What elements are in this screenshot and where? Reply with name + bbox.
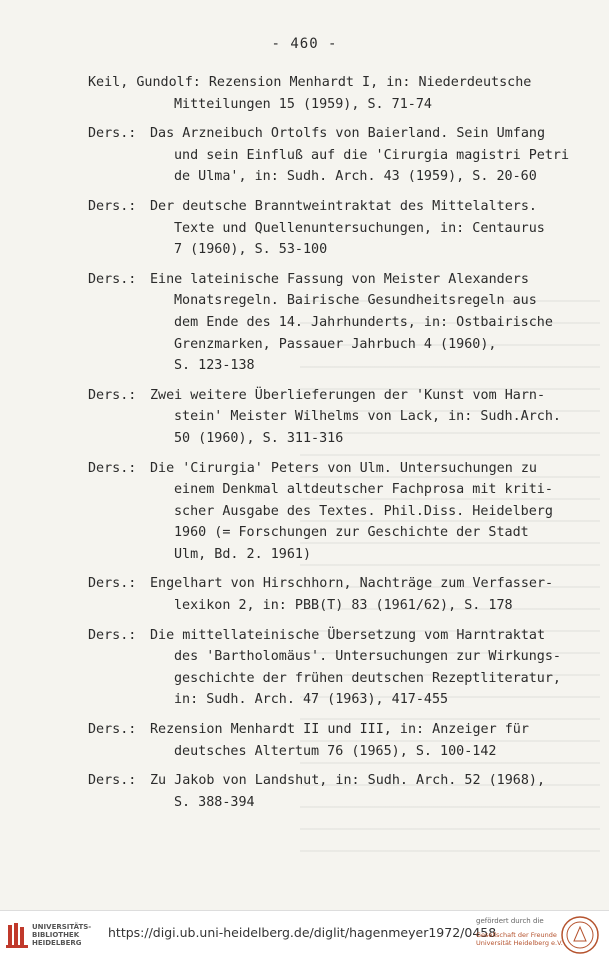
viewer-footer	[0, 910, 609, 958]
page-number: - 460 -	[271, 36, 338, 52]
bibliography-entry	[88, 573, 578, 616]
entry-line: Ulm, Bd. 2. 1961)	[174, 546, 312, 562]
entry-line	[88, 458, 578, 480]
entry-line	[88, 719, 578, 741]
entry-line	[88, 72, 578, 94]
entry-line: 1960 (= Forschungen zur Geschichte der Stadt	[174, 525, 529, 541]
entry-text: Engelhart von Hirschhorn, Nachträge zum Verfasser-	[150, 576, 554, 592]
entry-author: Ders.:	[88, 627, 137, 643]
entry-text: Die 'Cirurgia' Peters von Ulm. Untersuchungen zu	[150, 460, 537, 476]
entry-line: einem Denkmal altdeutscher Fachprosa mit kriti-	[174, 482, 553, 498]
bibliography-entry	[88, 72, 578, 115]
entry-author: Ders.:	[88, 460, 137, 476]
bibliography-entry	[88, 770, 578, 813]
entry-author: Ders.:	[88, 271, 137, 287]
permalink-url[interactable]: https://digi.ub.uni-heidelberg.de/diglit/hagenmeyer1972/0458	[108, 925, 497, 940]
entry-text: Zu Jakob von Landshut, in: Sudh. Arch. 52 (1968),	[150, 773, 546, 789]
entry-author: Ders.:	[88, 576, 137, 592]
entry-line: 50 (1960), S. 311-316	[174, 430, 344, 446]
entry-line: und sein Einfluß auf die 'Cirurgia magistri Petri	[174, 147, 570, 163]
entry-text: Die mittellateinische Übersetzung vom Harntraktat	[150, 627, 546, 643]
library-name: UNIVERSITÄTS- BIBLIOTHEK HEIDELBERG	[32, 923, 92, 947]
bibliography-entry	[88, 269, 578, 377]
entry-line: dem Ende des 14. Jahrhunderts, in: Ostbairische	[174, 314, 553, 330]
entry-line	[88, 123, 578, 145]
society-name: Gesellschaft der Freunde Universität Heidelberg e.V.	[476, 931, 563, 947]
entry-line: scher Ausgabe des Textes. Phil.Diss. Heidelberg	[174, 503, 553, 519]
bibliography-list	[88, 72, 578, 821]
entry-line: de Ulma', in: Sudh. Arch. 43 (1959), S. 20-60	[174, 169, 537, 185]
bibliography-entry	[88, 123, 578, 188]
entry-author: Ders.:	[88, 126, 137, 142]
bibliography-entry	[88, 385, 578, 450]
entry-line	[88, 625, 578, 647]
library-logo-icon	[6, 921, 30, 949]
entry-text: Rezension Menhardt II und III, in: Anzeiger für	[150, 722, 529, 738]
entry-author: Ders.:	[88, 773, 137, 789]
entry-text: Der deutsche Branntweintraktat des Mittelalters.	[150, 198, 537, 214]
funded-by-label: gefördert durch die	[476, 917, 544, 925]
entry-line: Texte und Quellenuntersuchungen, in: Centaurus	[174, 220, 545, 236]
entry-line: 7 (1960), S. 53-100	[174, 242, 328, 258]
entry-text: Eine lateinische Fassung von Meister Alexanders	[150, 271, 529, 287]
entry-line: Monatsregeln. Bairische Gesundheitsregeln aus	[174, 293, 537, 309]
entry-line: Grenzmarken, Passauer Jahrbuch 4 (1960),	[174, 336, 497, 352]
bibliography-entry	[88, 458, 578, 566]
entry-line: deutsches Altertum 76 (1965), S. 100-142	[174, 743, 497, 759]
university-seal-icon	[560, 915, 600, 955]
entry-text: Rezension Menhardt I, in: Niederdeutsche	[208, 75, 532, 90]
bibliography-entry	[88, 625, 578, 711]
bibliography-entry	[88, 719, 578, 762]
entry-line: in: Sudh. Arch. 47 (1963), 417-455	[174, 692, 449, 708]
entry-author: Ders.:	[88, 198, 137, 214]
entry-line	[88, 573, 578, 595]
entry-text: Das Arzneibuch Ortolfs von Baierland. Sein Umfang	[150, 126, 546, 142]
entry-line: stein' Meister Wilhelms von Lack, in: Sudh.Arch.	[174, 409, 561, 425]
entry-author: Keil, Gundolf:	[88, 75, 201, 90]
entry-author: Ders.:	[88, 387, 137, 403]
entry-line: des 'Bartholomäus'. Untersuchungen zur Wirkungs-	[174, 649, 561, 665]
entry-text: Zwei weitere Überlieferungen der 'Kunst vom Harn-	[150, 387, 546, 403]
entry-line: geschichte der frühen deutschen Rezeptliteratur,	[174, 670, 561, 686]
entry-author: Ders.:	[88, 722, 137, 738]
entry-line: Mitteilungen 15 (1959), S. 71-74	[174, 96, 432, 112]
entry-line	[88, 385, 578, 407]
entry-line: lexikon 2, in: PBB(T) 83 (1961/62), S. 178	[174, 598, 513, 614]
entry-line	[88, 770, 578, 792]
bibliography-entry	[88, 196, 578, 261]
entry-line: S. 388-394	[174, 794, 255, 810]
entry-line	[88, 196, 578, 218]
entry-line: S. 123-138	[174, 358, 255, 374]
entry-line	[88, 269, 578, 291]
